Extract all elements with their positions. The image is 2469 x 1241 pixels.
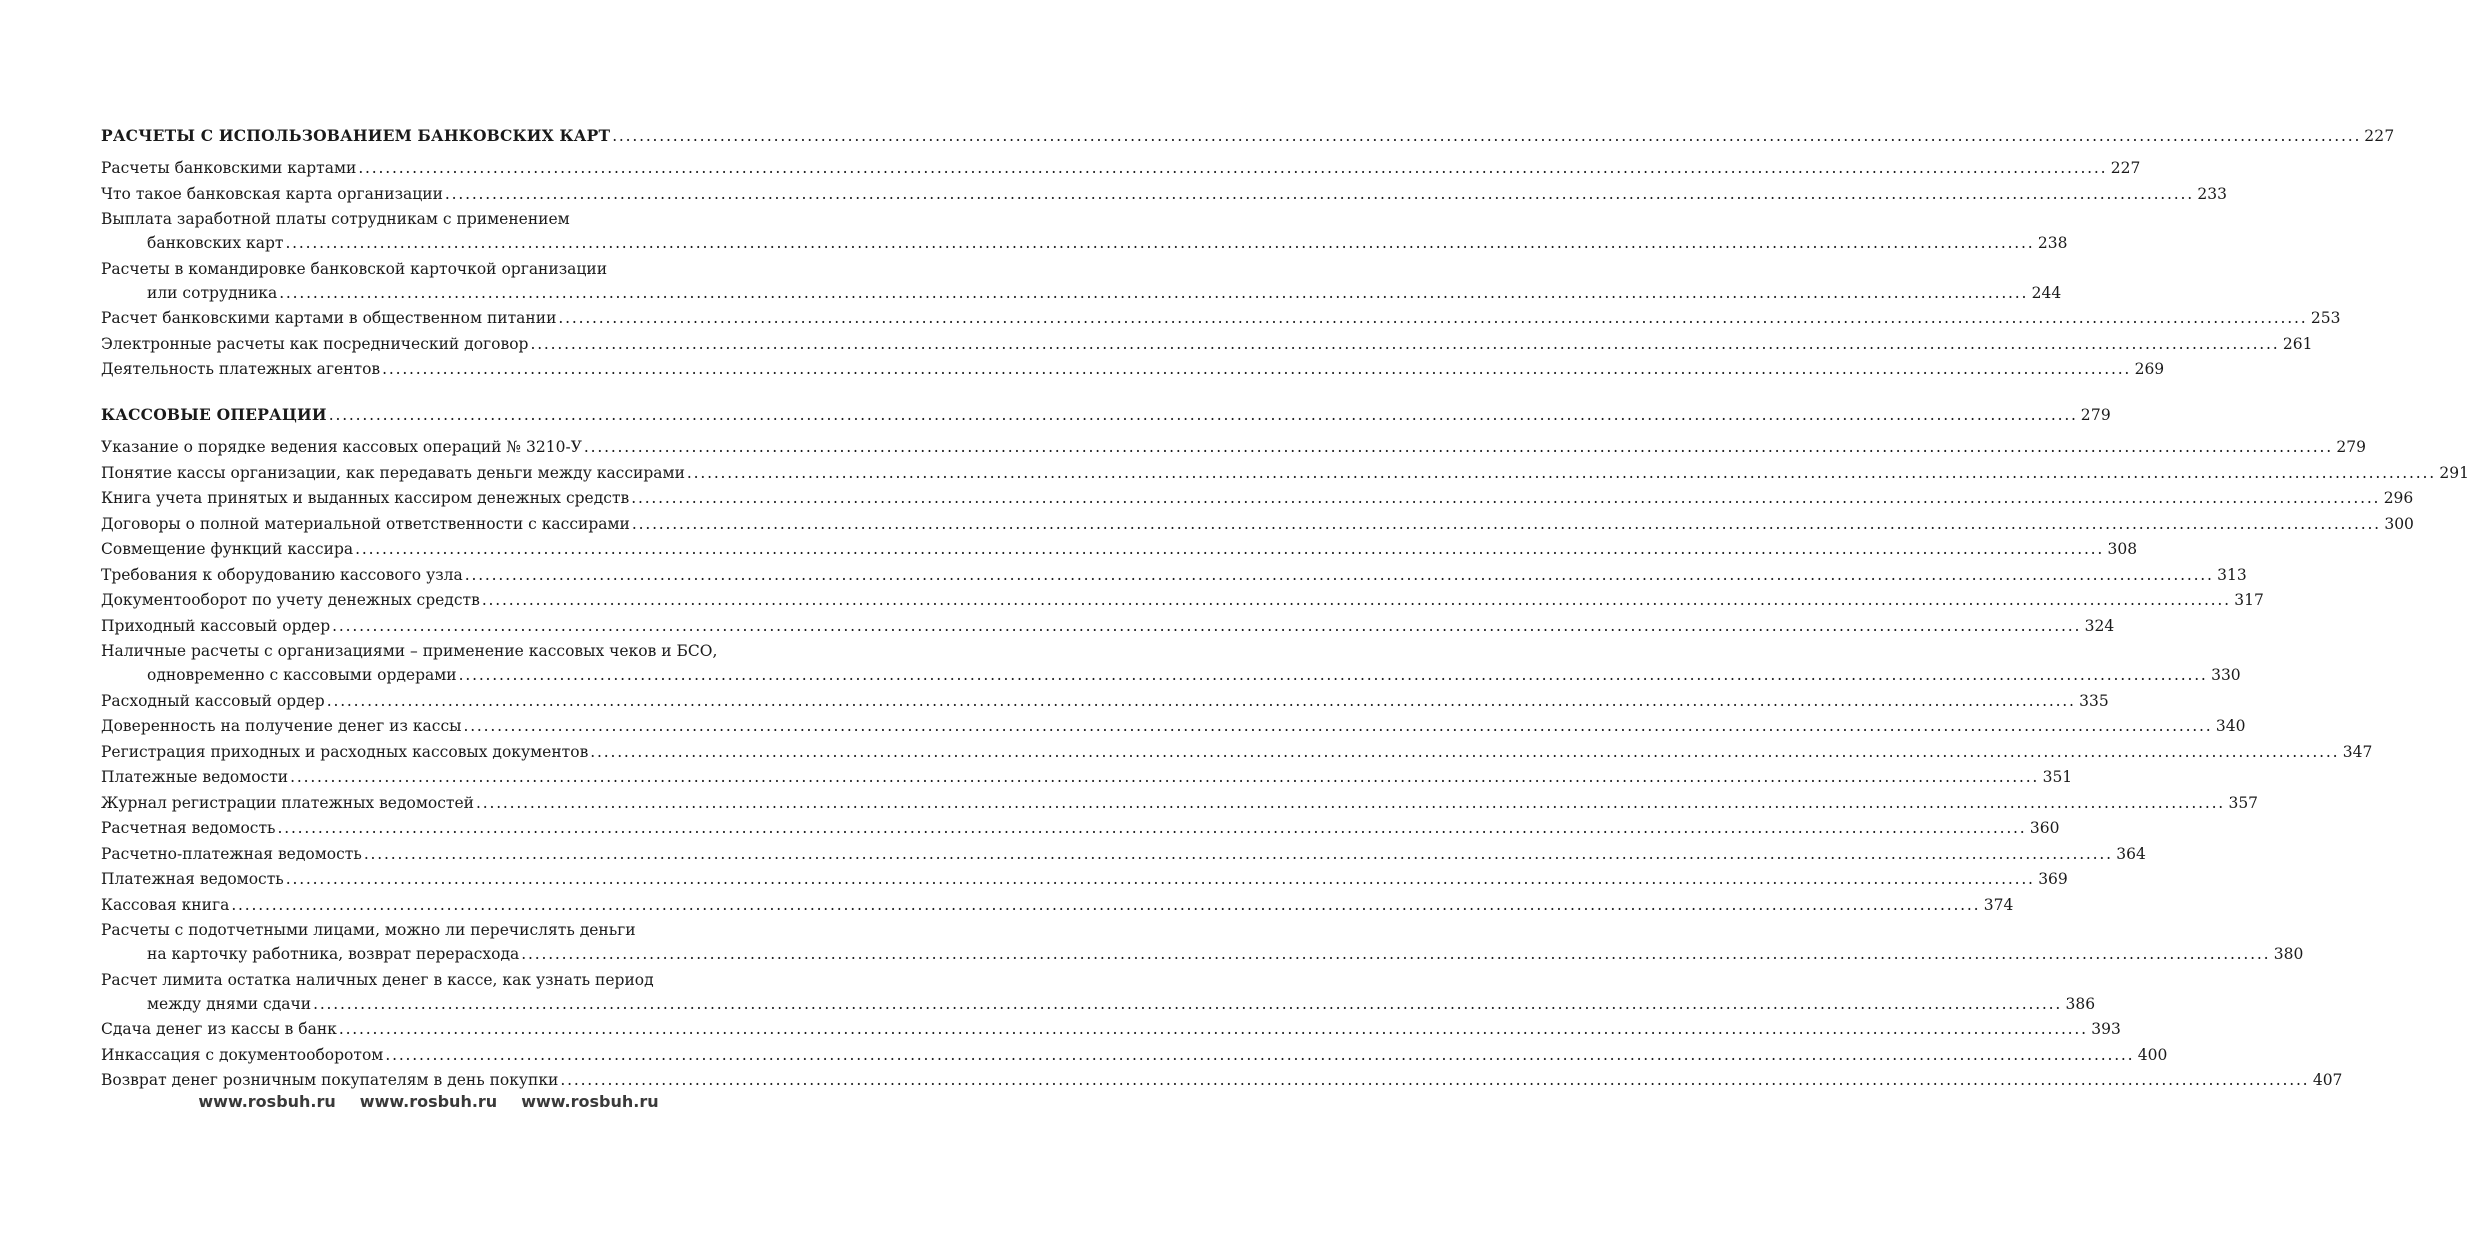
entry-title-line1: Наличные расчеты с организациями – применение кассовых чеков и БСО, [101, 642, 718, 660]
page-number: 296 [2383, 489, 2414, 507]
entry-title: Расчет банковскими картами в общественном питании [101, 309, 557, 327]
entry-title: на карточку работника, возврат перерасхода [147, 945, 520, 963]
dot-leader: .................................................................................................................................................................................................................................................................... [521, 945, 2271, 963]
entry-row [101, 816, 2060, 840]
dot-leader: .................................................................................................................................................................................................................................................................... [385, 1045, 2135, 1064]
page-number: 227 [2110, 159, 2141, 177]
page-number: 279 [2336, 438, 2366, 456]
dot-leader: .................................................................................................................................................................................................................................................................... [583, 438, 2333, 456]
toc-entry [101, 968, 2096, 1016]
page-number: 317 [2234, 591, 2264, 609]
page-number: 340 [2215, 717, 2246, 735]
entry-row [101, 1043, 2168, 1067]
entry-title: Указание о порядке ведения кассовых операций № 3210-У [101, 438, 582, 456]
page-number: 407 [2312, 1071, 2343, 1089]
page-number: 291 [2439, 463, 2469, 482]
entry-row [101, 182, 2227, 206]
page-number: 253 [2310, 309, 2341, 327]
section-heading [101, 124, 2395, 148]
page-number: 380 [2273, 945, 2304, 963]
toc-entry [101, 816, 2060, 840]
entry-row [101, 512, 2414, 536]
toc-entry [101, 156, 2141, 180]
dot-leader: .................................................................................................................................................................................................................................................................... [686, 463, 2436, 482]
page-number: 393 [2091, 1020, 2121, 1038]
table-of-contents [101, 124, 2469, 1114]
entry-row [101, 689, 2109, 713]
entry-row [101, 281, 2062, 305]
toc-entry [101, 435, 2366, 459]
page-number: 357 [2228, 793, 2259, 812]
entry-row [101, 614, 2115, 638]
page-number: 233 [2197, 184, 2227, 203]
entry-title: Расчеты банковскими картами [101, 159, 357, 177]
entry-title-line1: Выплата заработной платы сотрудникам с применением [101, 210, 570, 228]
page-number: 269 [2134, 360, 2165, 378]
entry-row [101, 714, 2246, 738]
dot-leader: .................................................................................................................................................................................................................................................................... [463, 717, 2213, 735]
dot-leader: .................................................................................................................................................................................................................................................................... [326, 691, 2076, 710]
toc-entry [101, 537, 2138, 561]
entry-title: Приходный кассовый ордер [101, 616, 331, 635]
page-number: 369 [2038, 870, 2068, 888]
toc-entry [101, 306, 2341, 330]
dot-leader: .................................................................................................................................................................................................................................................................... [530, 334, 2280, 353]
entry-title: Книга учета принятых и выданных кассиром денежных средств [101, 489, 630, 507]
page-number: 261 [2282, 334, 2313, 353]
toc-entry [101, 563, 2247, 587]
footer-url: www.rosbuh.ru [359, 1092, 498, 1111]
dot-leader: .................................................................................................................................................................................................................................................................... [290, 768, 2040, 786]
page-number: 308 [2107, 540, 2138, 558]
entry-row [101, 563, 2247, 587]
entry-row [101, 942, 2304, 966]
dot-leader: .................................................................................................................................................................................................................................................................... [612, 127, 2362, 145]
dot-leader: .................................................................................................................................................................................................................................................................... [279, 283, 2029, 302]
entry-row [101, 992, 2096, 1016]
page-number: 244 [2031, 283, 2062, 302]
entry-row [101, 765, 2073, 789]
dot-leader: .................................................................................................................................................................................................................................................................... [558, 309, 2308, 327]
dot-leader: .................................................................................................................................................................................................................................................................... [313, 994, 2063, 1013]
toc-section [101, 403, 2469, 1092]
entry-row [101, 156, 2141, 180]
entry-title: Возврат денег розничным покупателям в день покупки [101, 1071, 559, 1089]
entry-title: Журнал регистрации платежных ведомостей [101, 793, 475, 812]
entry-title: Документооборот по учету денежных средств [101, 591, 480, 609]
dot-leader: .................................................................................................................................................................................................................................................................... [631, 489, 2381, 507]
toc-entry [101, 207, 2068, 255]
entry-row [101, 588, 2264, 612]
toc-entry [101, 639, 2241, 687]
entry-title: Платежная ведомость [101, 870, 284, 888]
dot-leader: .................................................................................................................................................................................................................................................................... [277, 819, 2027, 837]
entry-row [101, 1017, 2121, 1041]
page-number: 279 [2080, 406, 2111, 424]
entry-row [101, 306, 2341, 330]
page-number: 238 [2037, 234, 2068, 252]
entry-row [101, 231, 2068, 255]
toc-entry [101, 918, 2304, 966]
entry-row [101, 663, 2241, 687]
dot-leader: .................................................................................................................................................................................................................................................................... [285, 870, 2035, 888]
dot-leader: .................................................................................................................................................................................................................................................................... [338, 1020, 2088, 1038]
dot-leader: .................................................................................................................................................................................................................................................................... [476, 793, 2226, 812]
toc-entry [101, 893, 2014, 917]
toc-entry [101, 714, 2246, 738]
entry-title: Деятельность платежных агентов [101, 360, 381, 378]
section-heading [101, 403, 2111, 427]
toc-entry [101, 614, 2115, 638]
entry-row [101, 332, 2313, 356]
heading-row [101, 403, 2111, 427]
page-number: 227 [2364, 127, 2395, 145]
toc-entry [101, 791, 2259, 815]
toc-entry [101, 486, 2414, 510]
entry-title: Договоры о полной материальной ответственности с кассирами [101, 514, 630, 533]
entry-title: одновременно с кассовыми ордерами [147, 666, 457, 684]
entry-title: Кассовая книга [101, 895, 230, 914]
page-number: 324 [2084, 616, 2115, 635]
page-number: 386 [2065, 994, 2096, 1013]
entry-row [101, 461, 2469, 485]
toc-entry [101, 765, 2073, 789]
dot-leader: .................................................................................................................................................................................................................................................................... [382, 360, 2132, 378]
entry-title: банковских карт [147, 234, 284, 252]
dot-leader: .................................................................................................................................................................................................................................................................... [481, 591, 2231, 609]
dot-leader: .................................................................................................................................................................................................................................................................... [332, 616, 2082, 635]
toc-entry [101, 257, 2062, 305]
entry-row [101, 537, 2138, 561]
entry-title: Расчетно-платежная ведомость [101, 844, 362, 863]
dot-leader: .................................................................................................................................................................................................................................................................... [464, 565, 2214, 584]
entry-title: Расходный кассовый ордер [101, 691, 325, 710]
toc-entry [101, 1017, 2121, 1041]
dot-leader: .................................................................................................................................................................................................................................................................... [560, 1071, 2310, 1089]
entry-title-line1: Расчет лимита остатка наличных денег в кассе, как узнать период [101, 970, 654, 989]
page-number: 360 [2029, 819, 2060, 837]
dot-leader: .................................................................................................................................................................................................................................................................... [355, 540, 2105, 558]
page-number: 335 [2079, 691, 2109, 710]
entry-row [101, 357, 2165, 381]
entry-row [101, 435, 2366, 459]
entry-row [101, 486, 2414, 510]
entry-row [101, 1068, 2343, 1092]
toc-entry [101, 588, 2264, 612]
page-number: 300 [2384, 514, 2414, 533]
entry-title: Что такое банковская карта организации [101, 184, 443, 203]
footer-url: www.rosbuh.ru [521, 1092, 659, 1111]
entry-title: или сотрудника [147, 283, 278, 302]
entry-title: Электронные расчеты как посреднический договор [101, 334, 529, 353]
toc-entry [101, 867, 2068, 891]
entry-row [101, 842, 2146, 866]
toc-entry [101, 1068, 2343, 1092]
entry-title: Совмещение функций кассира [101, 540, 354, 558]
toc-entry [101, 740, 2373, 764]
toc-entry [101, 182, 2227, 206]
dot-leader: .................................................................................................................................................................................................................................................................... [590, 742, 2340, 761]
dot-leader: .................................................................................................................................................................................................................................................................... [231, 895, 1981, 914]
entry-title: Доверенность на получение денег из кассы [101, 717, 462, 735]
page-number: 374 [1983, 895, 2014, 914]
page-number: 351 [2042, 768, 2073, 786]
heading-title: РАСЧЕТЫ С ИСПОЛЬЗОВАНИЕМ БАНКОВСКИХ КАРТ [101, 126, 611, 145]
footer [0, 1092, 857, 1111]
page-number: 330 [2211, 666, 2241, 684]
entry-title: Требования к оборудованию кассового узла [101, 565, 463, 584]
page-number: 364 [2116, 844, 2146, 863]
entry-row [101, 893, 2014, 917]
entry-title-line1: Расчеты в командировке банковской карточкой организации [101, 259, 608, 278]
dot-leader: .................................................................................................................................................................................................................................................................... [458, 666, 2208, 684]
toc-entry [101, 512, 2414, 536]
toc-entry [101, 1043, 2168, 1067]
entry-title: Платежные ведомости [101, 768, 289, 786]
page-number: 400 [2137, 1045, 2168, 1064]
entry-title: между днями сдачи [147, 994, 312, 1013]
entry-title: Понятие кассы организации, как передавать деньги между кассирами [101, 463, 685, 482]
entry-title: Сдача денег из кассы в банк [101, 1020, 337, 1038]
heading-title: КАССОВЫЕ ОПЕРАЦИИ [101, 405, 327, 424]
entry-title: Инкассация с документооборотом [101, 1045, 384, 1064]
dot-leader: .................................................................................................................................................................................................................................................................... [444, 184, 2194, 203]
entry-row [101, 867, 2068, 891]
toc-entry [101, 357, 2165, 381]
dot-leader: .................................................................................................................................................................................................................................................................... [358, 159, 2108, 177]
entry-row [101, 791, 2259, 815]
dot-leader: .................................................................................................................................................................................................................................................................... [328, 406, 2078, 424]
toc-entry [101, 842, 2146, 866]
dot-leader: .................................................................................................................................................................................................................................................................... [363, 844, 2113, 863]
toc-entry [101, 332, 2313, 356]
entry-title-line1: Расчеты с подотчетными лицами, можно ли перечислять деньги [101, 921, 636, 939]
heading-row [101, 124, 2395, 148]
toc-entry [101, 461, 2469, 485]
toc-section [101, 124, 2395, 381]
entry-title: Регистрация приходных и расходных кассовых документов [101, 742, 589, 761]
toc-entry [101, 689, 2109, 713]
page-number: 347 [2342, 742, 2373, 761]
dot-leader: .................................................................................................................................................................................................................................................................... [285, 234, 2035, 252]
dot-leader: .................................................................................................................................................................................................................................................................... [631, 514, 2381, 533]
footer-url: www.rosbuh.ru [198, 1092, 336, 1111]
entry-row [101, 740, 2373, 764]
entry-title: Расчетная ведомость [101, 819, 276, 837]
page-number: 313 [2217, 565, 2247, 584]
